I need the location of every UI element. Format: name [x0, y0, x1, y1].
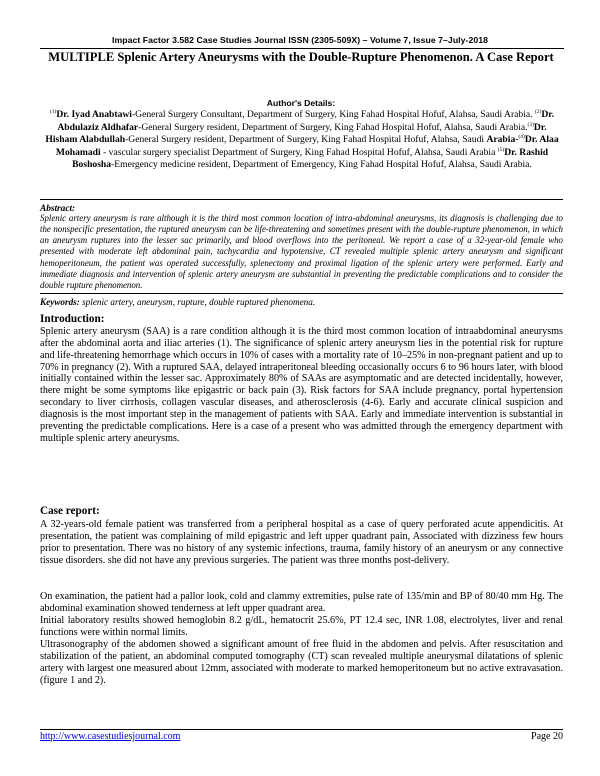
author-1-name: Dr. Iyad Anabtawi — [56, 109, 132, 120]
author-5-name: Dr. Rashid Boshosha — [72, 146, 549, 171]
author-2-number: (2) — [534, 108, 542, 115]
author-5-affiliation: -Emergency medicine resident, Department of Emergency, King Fahad Hospital Hofuf, Alahsa, Saudi Arabia. — [111, 159, 532, 171]
author-3-arabia: Arabia- — [486, 134, 519, 146]
case-report-heading: Case report: — [40, 505, 100, 517]
author-3-name: Dr. Hisham Alabdullah — [45, 121, 547, 146]
paper-title: MULTIPLE Splenic Artery Aneurysms with the Double-Rupture Phenomenon. A Case Report — [48, 50, 554, 64]
footer-divider — [40, 729, 563, 730]
authors-heading: Author's Details: — [266, 98, 336, 108]
journal-header: Impact Factor 3.582 Case Studies Journal ISSN (2305-509X) – Volume 7, Issue 7–July-2018 — [112, 35, 488, 45]
page-number: Page 20 — [531, 731, 563, 742]
case-report-paragraph-1: A 32-years-old female patient was transferred from a peripheral hospital as a case of query perforated acute appendicitis. At presentation, the patient was complaining of mild epigastric and left upper quadrant pain, Associated with dizziness few hours prior to presentation. There was no history of any systemic infections, trauma, family history of an aneurysm or any connective tissue disorders. she did not have any previous surgeries. The patient was three months post-delivery. — [40, 519, 563, 566]
author-1-affiliation: -General Surgery Consultant, Department of Surgery, King Fahad Hospital Hofuf, Alahsa, Saudi Arabia. — [131, 109, 535, 120]
keywords-line — [40, 297, 563, 307]
journal-url-link[interactable]: http://www.casestudiesjournal.com — [40, 731, 181, 742]
author-4-affiliation: - vascular surgery specialist Department of Surgery, King Fahad Hospital Hofuf, Alahsa, Saudi Arabia — [100, 146, 498, 158]
header-divider — [40, 48, 564, 49]
abstract-text: Splenic artery aneurysm is rare although it is the third most common location of intra-abdominal aneurysms, its diagnosis is challenging due to the nonspecific presentation, the ruptured aneurysm can be life-threatening and sometimes present with the double-rupture phenomenon, in which an aneurysm ruptures into the lesser sac primarily, and blood overflows into the peritoneal. We report a case of a 32-year-old female who presented with moderate left abdominal pain, tachycardia and hypotensive, CT revealed multiple splenic artery aneurysm and significant hemoperitoneum, the patient was operated successfully, splenectomy and proximal ligation of the splenic artery were performed. Early and immediate diagnosis and intervention of splenic artery aneurysm are substantial in preventing the predictable complications and to consider the double rupture phenomenon. — [40, 213, 563, 290]
author-5-number: (5) — [497, 146, 505, 153]
author-4-number: (4) — [518, 134, 525, 140]
authors-block — [44, 109, 560, 172]
author-2-affiliation: -General Surgery resident, Department of Surgery, King Fahad Hospital Hofuf, Alahsa, Saudi Arabia. — [138, 121, 528, 133]
author-2-name: Dr. Abdulaziz Aldhafar — [57, 109, 555, 133]
introduction-heading: Introduction: — [40, 313, 105, 325]
case-report-paragraph-3: Initial laboratory results showed hemoglobin 8.2 g/dL, hematocrit 25.6%, PT 12.4 sec, INR 1.08, electrolytes, liver and renal functions were within normal limits. — [40, 615, 563, 638]
keywords-text: splenic artery, aneurysm, rupture, double ruptured phenomena. — [79, 297, 316, 307]
case-report-paragraph-2: On examination, the patient had a pallor look, cold and clammy extremities, pulse rate of 135/min and BP of 80/40 mm Hg. The abdominal examination showed tenderness at left upper quadrant area. — [40, 591, 563, 614]
author-3-affiliation: -General Surgery resident, Department of Surgery, King Fahad Hospital Hofuf, Alahsa, Saudi — [125, 134, 487, 146]
case-report-paragraph-4: Ultrasonography of the abdomen showed a significant amount of free fluid in the abdomen and pelvis. After resuscitation and stabilization of the patient, an abdominal computed tomography (CT) scan revealed multiple aneurysmal dilatations of splenic artery with largest one measured about 12mm, associated with moderate to marked hemoperitoneum but no active extravasation. (figure 1 and 2). — [40, 639, 563, 686]
author-4-name: Dr. Alaa Mohamadi — [55, 134, 559, 158]
author-1-number: (1) — [49, 108, 57, 115]
author-3-number: (3) — [527, 121, 534, 128]
keywords-label: Keywords: — [40, 297, 80, 307]
introduction-text: Splenic artery aneurysm (SAA) is a rare condition although it is the third most common location of intraabdominal aneurysms after the abdominal aorta and iliac arteries (1). The significance of splenic artery aneurysm lies in the potential risk for rupture and life-threatening hemorrhage which occurs in 10% of cases with a mortality rate of 10–25% in non-pregnant patient and up to 70% in pregnancy (2). With a ruptured SAA, delayed intraperitoneal bleeding occasionally occurs 6 to 96 hours later, with blood initially contained within the lesser sac. Approximately 80% of SAAs are asymptomatic and are detected incidentally, however, there might be some symptoms like epigastric or back pain (3). Risk factors for SAA include pregnancy, portal hypertension secondary to liver cirrhosis, collagen vascular diseases, and atherosclerosis (4-6). Early and accurate clinical suspicion and diagnosis is the most important step in the management of patients with SAA. Early and immediate intervention is substantial in preventing the predictable complications. Here is a case of a present who was admitted through the emergency department with multiple splenic artery aneurysms. — [40, 326, 563, 444]
abstract-heading: Abstract: — [40, 204, 76, 214]
